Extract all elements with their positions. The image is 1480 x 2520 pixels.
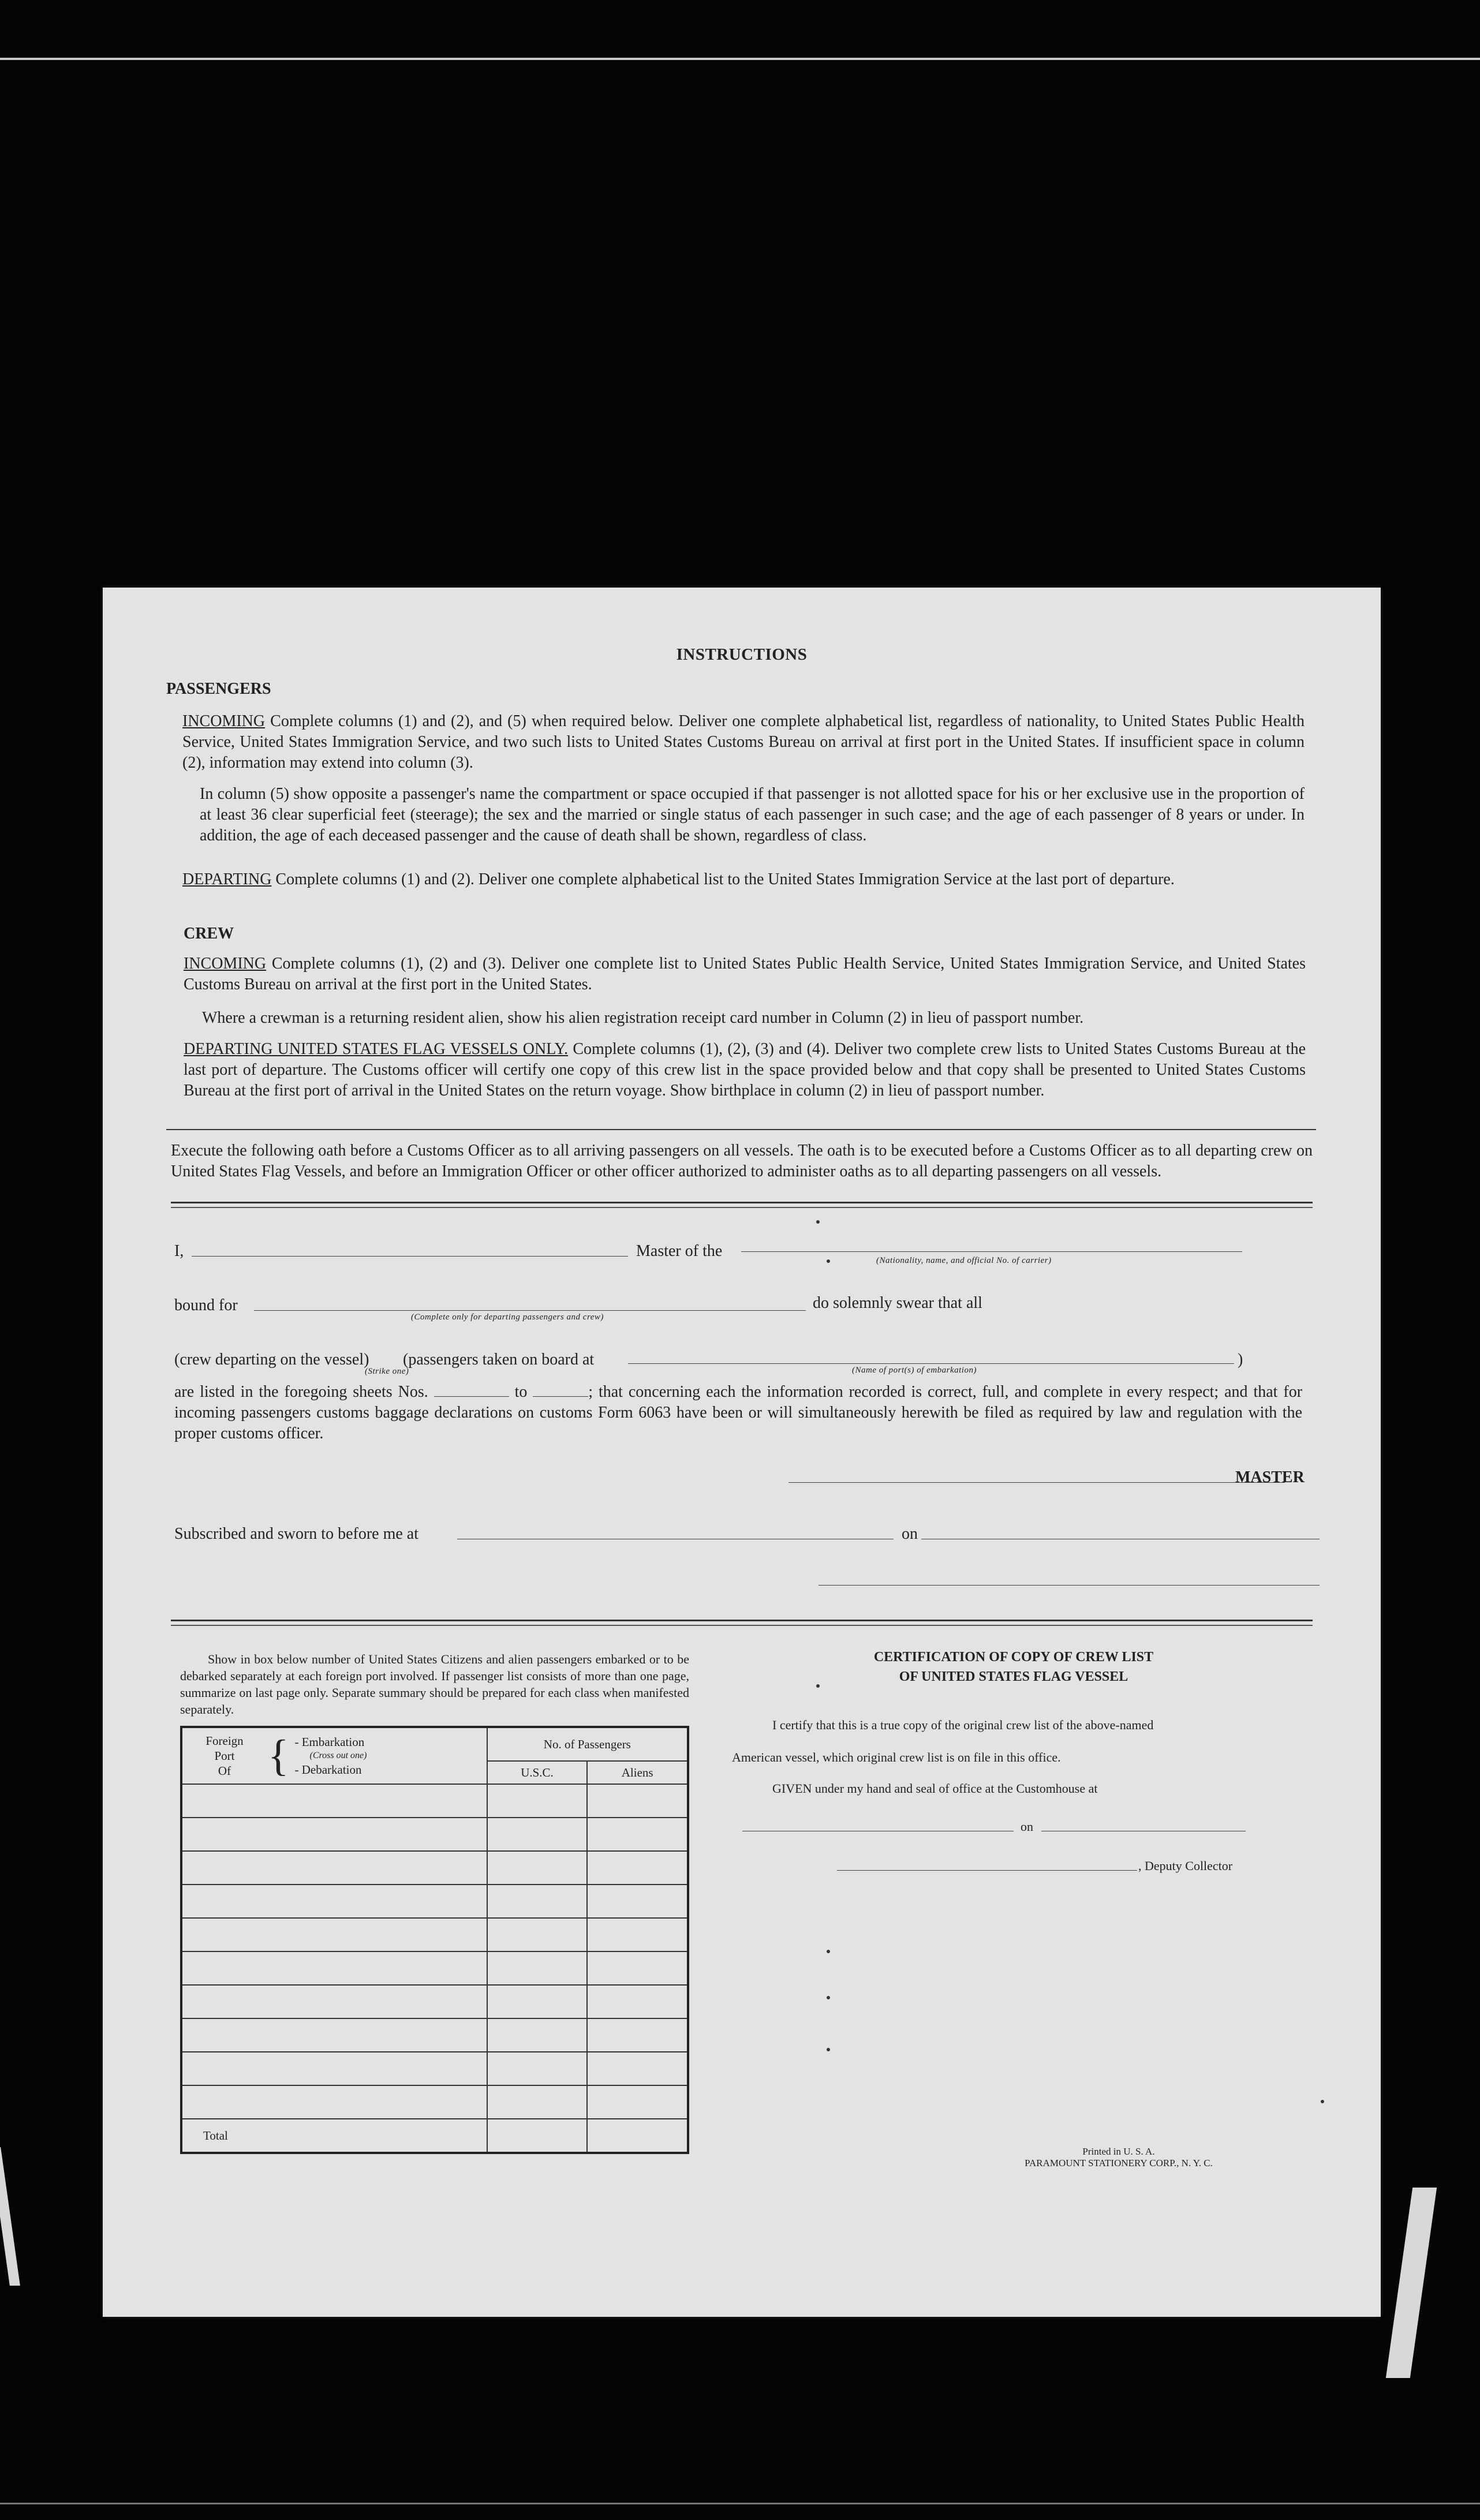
- passenger-summary-table: [180, 1726, 689, 2154]
- printer-name: PARAMOUNT STATIONERY CORP., N. Y. C.: [1025, 2158, 1213, 2168]
- close-paren: ): [1238, 1351, 1243, 1369]
- aliens-header: Aliens: [587, 1761, 688, 1784]
- printed-in-usa: Printed in U. S. A.: [1082, 2146, 1155, 2157]
- officer-signature-field[interactable]: [819, 1585, 1320, 1586]
- port-cell[interactable]: [181, 1918, 487, 1951]
- deputy-collector-field[interactable]: [837, 1870, 1137, 1871]
- port-cell[interactable]: [181, 1985, 487, 2018]
- aliens-cell[interactable]: [587, 1918, 688, 1951]
- oath-statement: [174, 1382, 1302, 1444]
- total-aliens-cell[interactable]: [587, 2119, 688, 2153]
- sheets-to-label: to: [514, 1383, 528, 1401]
- port-row: [181, 1885, 688, 1918]
- bound-for-label: bound for: [174, 1296, 238, 1314]
- certify-line2: American vessel, which original crew list is on file in this office.: [732, 1750, 1061, 1764]
- bound-for-field[interactable]: [254, 1310, 806, 1311]
- port-rows: [181, 1784, 688, 2119]
- usc-cell[interactable]: [487, 1918, 588, 1951]
- cross-out-caption: (Cross out one): [309, 1751, 367, 1760]
- adjacent-page-edge-right: [1386, 2188, 1437, 2378]
- strike-one-caption: (Strike one): [365, 1367, 409, 1376]
- crew-departing-option[interactable]: (crew departing on the vessel): [174, 1351, 369, 1369]
- usc-cell[interactable]: [487, 2052, 588, 2085]
- usc-cell[interactable]: [487, 1851, 588, 1885]
- crew-departing-label: DEPARTING UNITED STATES FLAG VESSELS ONLY.: [184, 1040, 569, 1058]
- usc-cell[interactable]: [487, 1784, 588, 1818]
- total-label: Total: [181, 2119, 487, 2153]
- usc-cell[interactable]: [487, 2085, 588, 2119]
- passengers-departing-label: DEPARTING: [182, 870, 272, 888]
- crew-incoming-paragraph: [184, 954, 1306, 995]
- microfilm-bottom-border: [0, 2503, 1480, 2504]
- given-line: GIVEN under my hand and seal of office at the Customhouse at: [772, 1781, 1098, 1796]
- no-of-passengers-header: No. of Passengers: [487, 1727, 688, 1761]
- port-row: [181, 1951, 688, 1985]
- port-row: [181, 2052, 688, 2085]
- passengers-taken-option[interactable]: (passengers taken on board at: [403, 1351, 595, 1369]
- port-row: [181, 1985, 688, 2018]
- film-speck: [827, 1996, 830, 1999]
- oath-divider: [171, 1202, 1313, 1208]
- port-row: [181, 2085, 688, 2119]
- sheets-prefix: are listed in the foregoing sheets Nos.: [174, 1383, 428, 1401]
- subscribed-label: Subscribed and sworn to before me at: [174, 1525, 418, 1543]
- passengers-incoming-label: INCOMING: [182, 712, 266, 730]
- port-cell[interactable]: [181, 2085, 487, 2119]
- microfilm-top-border: [0, 58, 1480, 60]
- port-row: [181, 1818, 688, 1851]
- aliens-cell[interactable]: [587, 1885, 688, 1918]
- certification-heading-line2: OF UNITED STATES FLAG VESSEL: [899, 1669, 1128, 1684]
- crew-resident-paragraph: Where a crewman is a returning resident alien, show his alien registration receipt card number in Column (2) in lieu of passport number.: [202, 1009, 1084, 1027]
- port-row: [181, 2018, 688, 2052]
- aliens-cell[interactable]: [587, 1951, 688, 1985]
- carrier-caption: (Nationality, name, and official No. of carrier): [876, 1256, 1052, 1265]
- oath-statement-rest: ; that concerning each the information recorded is correct, full, and complete in every respect; and that for incoming passengers customs baggage declarations on customs Form 6063 have been or will simultaneously herewith be filed as required by law and regulation with the proper customs officer.: [174, 1383, 1303, 1442]
- subscribed-on-label: on: [902, 1525, 918, 1543]
- port-cell[interactable]: [181, 2052, 487, 2085]
- solemnly-swear-label: do solemnly swear that all: [813, 1294, 982, 1312]
- master-signature-field[interactable]: [788, 1482, 1285, 1483]
- port-embarkation-field[interactable]: [628, 1363, 1234, 1364]
- passengers-departing-text: Complete columns (1) and (2). Deliver one complete alphabetical list to the United States Immigration Service at the last port of departure.: [275, 870, 1175, 888]
- aliens-cell[interactable]: [587, 2085, 688, 2119]
- usc-cell[interactable]: [487, 1985, 588, 2018]
- port-cell[interactable]: [181, 1885, 487, 1918]
- aliens-cell[interactable]: [587, 2052, 688, 2085]
- aliens-cell[interactable]: [587, 1851, 688, 1885]
- usc-cell[interactable]: [487, 2018, 588, 2052]
- crew-incoming-label: INCOMING: [184, 955, 267, 973]
- film-speck: [816, 1220, 820, 1224]
- form-page: [103, 588, 1381, 2317]
- certification-heading-line1: CERTIFICATION OF COPY OF CREW LIST: [873, 1650, 1154, 1665]
- debarkation-option[interactable]: - Debarkation: [294, 1763, 362, 1777]
- usc-header: U.S.C.: [487, 1761, 588, 1784]
- certify-line1: I certify that this is a true copy of the original crew list of the above-named: [772, 1718, 1154, 1732]
- port-cell[interactable]: [181, 1818, 487, 1851]
- passengers-heading: PASSENGERS: [166, 680, 271, 698]
- foreign-port-of-label: [187, 1733, 262, 1778]
- usc-cell[interactable]: [487, 1951, 588, 1985]
- film-speck: [827, 1259, 830, 1263]
- crew-departing-text: Complete columns (1), (2), (3) and (4). Deliver two complete crew lists to United States Customs Bureau at the last port of departure. The Customs officer will certify one copy of this crew list in the space provided below and that copy shall be presented to United States Customs Bureau at the first port of arrival in the United States on the return voyage. Show birthplace in column (2) in lieu of passport number.: [184, 1040, 1306, 1100]
- port-cell[interactable]: [181, 1951, 487, 1985]
- port-row: [181, 1851, 688, 1885]
- certification-on-label: on: [1021, 1819, 1033, 1834]
- usc-cell[interactable]: [487, 1885, 588, 1918]
- certification-heading: [794, 1647, 1233, 1687]
- film-speck: [816, 1684, 820, 1688]
- port-header-cell: [181, 1727, 487, 1784]
- carrier-field[interactable]: [741, 1251, 1242, 1252]
- port-row: [181, 1918, 688, 1951]
- aliens-cell[interactable]: [587, 1784, 688, 1818]
- sheets-to-field[interactable]: [533, 1384, 588, 1397]
- total-usc-cell[interactable]: [487, 2119, 588, 2153]
- port-cell[interactable]: [181, 1851, 487, 1885]
- section-divider-1: [166, 1129, 1316, 1130]
- sheets-from-field[interactable]: [434, 1384, 509, 1397]
- brace-icon: {: [268, 1732, 289, 1780]
- port-cell[interactable]: [181, 1784, 487, 1818]
- master-name-field[interactable]: [192, 1256, 628, 1257]
- port-label: Port: [214, 1749, 235, 1763]
- crew-heading: CREW: [184, 925, 234, 943]
- oath-instructions: Execute the following oath before a Customs Officer as to all arriving passengers on all vessels. The oath is to be executed before a Customs Officer as to all departing crew on United States Flag Vessels, and before an Immigration Officer or other officer authorized to administer oaths as to all departing passengers on all vessels.: [171, 1142, 1313, 1180]
- aliens-cell[interactable]: [587, 1985, 688, 2018]
- of-label: Of: [218, 1764, 231, 1778]
- film-speck: [827, 2048, 830, 2051]
- summary-note: Show in box below number of United States Citizens and alien passengers embarked or to be debarked separately at each foreign port involved. If passenger list consists of more than one page, summarize on last page only. Separate summary should be prepared for each class when manifested separately.: [180, 1652, 689, 1717]
- foreign-label: Foreign: [205, 1734, 244, 1748]
- aliens-cell[interactable]: [587, 1818, 688, 1851]
- master-signature-label: MASTER: [1235, 1468, 1305, 1486]
- passengers-incoming-paragraph: [182, 711, 1305, 773]
- embarkation-option[interactable]: - Embarkation: [294, 1735, 365, 1749]
- usc-cell[interactable]: [487, 1818, 588, 1851]
- aliens-cell[interactable]: [587, 2018, 688, 2052]
- film-speck: [1321, 2100, 1324, 2103]
- port-caption: (Name of port(s) of embarkation): [852, 1366, 977, 1375]
- master-of-the-label: Master of the: [636, 1242, 723, 1260]
- printer-imprint: [992, 2146, 1246, 2169]
- deputy-collector-label: , Deputy Collector: [1138, 1859, 1233, 1873]
- crew-departing-paragraph: [184, 1039, 1306, 1101]
- passengers-incoming-text: Complete columns (1) and (2), and (5) when required below. Deliver one complete alphabetical list, regardless of nationality, to United States Public Health Service, United States Immigration Service, and two such lists to United States Customs Bureau on arrival at first port in the United States. If insufficient space in column (2), information may extend into column (3).: [182, 712, 1305, 772]
- column5-paragraph: In column (5) show opposite a passenger's name the compartment or space occupied if that passenger is not allotted space for his or her exclusive use in the proportion of at least 36 clear superficial feet (steerage); the sex and the married or single status of each passenger in such case; and the age of each passenger of 8 years or under. In addition, the age of each deceased passenger and the cause of death shall be shown, regardless of class.: [200, 785, 1305, 844]
- instructions-title: INSTRUCTIONS: [676, 645, 808, 664]
- oath-i-label: I,: [174, 1242, 184, 1260]
- film-speck: [827, 1950, 830, 1953]
- crew-incoming-text: Complete columns (1), (2) and (3). Deliver one complete list to United States Public Health Service, United States Immigration Service, and United States Customs Bureau on arrival at the first port in the United States.: [184, 955, 1306, 993]
- bound-for-caption: (Complete only for departing passengers and crew): [411, 1313, 604, 1322]
- adjacent-page-edge-left: [0, 2147, 20, 2286]
- passengers-departing-paragraph: [182, 869, 1305, 890]
- port-row: [181, 1784, 688, 1818]
- port-cell[interactable]: [181, 2018, 487, 2052]
- bottom-section-divider: [171, 1620, 1313, 1626]
